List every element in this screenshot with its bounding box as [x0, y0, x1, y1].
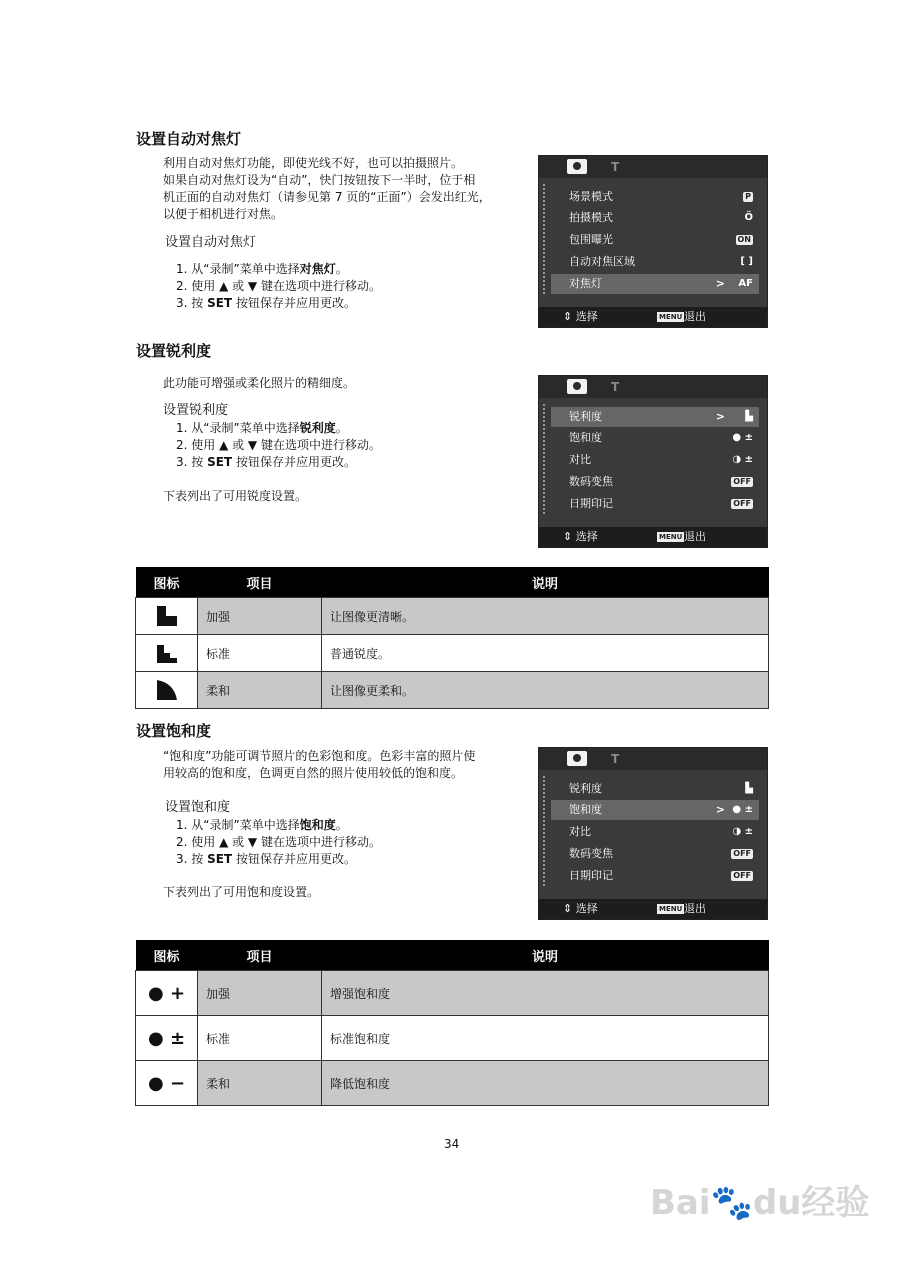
sharp-step2: 2. 使用 ▲ 或 ▼ 键在选项中进行移动。	[176, 438, 381, 452]
menu-row-af-light[interactable]: 对焦灯 > AF	[551, 274, 759, 294]
th-icon: 图标	[136, 567, 198, 598]
camera-screen-af: T 场景模式 P 拍摄模式 Ö 包围曝光 ON 自动对焦区域 [ ] 对焦灯 > AF ⇕ 选择 MENU 退出	[538, 155, 768, 328]
th-item: 项目	[198, 567, 322, 598]
sat-step1: 1. 从“录制”菜单中选择饱和度。	[176, 818, 348, 832]
menu-row-digital-zoom[interactable]: 数码变焦 OFF	[569, 847, 751, 860]
sharp-strong-icon	[156, 605, 178, 627]
sharpness-table	[135, 567, 769, 709]
th-desc: 说明	[322, 940, 769, 971]
menu-row-saturation[interactable]: 饱和度 > ● ±	[551, 800, 759, 820]
menu-row-date-stamp[interactable]: 日期印记 OFF	[569, 869, 751, 882]
cell-desc: 让图像更柔和。	[322, 672, 769, 709]
table-row	[136, 635, 769, 672]
settings-tab-icon: T	[611, 752, 620, 766]
settings-tab-icon: T	[611, 160, 620, 174]
af-description	[163, 155, 533, 223]
sat-para2: 用较高的饱和度，色调更自然的照片使用较低的饱和度。	[163, 766, 464, 780]
af-steps	[176, 261, 381, 312]
sharp-subtitle: 设置锐利度	[163, 403, 229, 418]
cell-item: 标准	[198, 635, 322, 672]
af-para4: 以便于相机进行对焦。	[163, 207, 284, 221]
cell-desc: 普通锐度。	[322, 635, 769, 672]
cell-item: 柔和	[198, 1061, 322, 1106]
saturation-low-icon: ● −	[147, 1072, 186, 1094]
af-para3: 机正面的自动对焦灯（请参见第 7 页的“正面”）会发出红光，	[163, 190, 491, 204]
menu-row-af-area[interactable]: 自动对焦区域 [ ]	[569, 255, 753, 268]
sat-step3: 3. 按 SET 按钮保存并应用更改。	[176, 852, 356, 866]
sharp-step1: 1. 从“录制”菜单中选择锐利度。	[176, 421, 348, 435]
menu-row-saturation[interactable]: 饱和度 ● ±	[569, 431, 753, 444]
cell-item: 加强	[198, 598, 322, 635]
cell-desc: 降低饱和度	[322, 1061, 769, 1106]
section-title-saturation: 设置饱和度	[136, 722, 212, 740]
section-title-af-light: 设置自动对焦灯	[136, 130, 242, 148]
cell-item: 标准	[198, 1016, 322, 1061]
sharp-soft-icon	[156, 679, 178, 701]
menu-row-drive-mode[interactable]: 拍摄模式 Ö	[569, 211, 753, 224]
sat-subtitle: 设置饱和度	[165, 800, 231, 815]
menu-row-contrast[interactable]: 对比 ◑ ±	[569, 453, 753, 466]
menu-row-sharpness[interactable]: 锐利度 ▙	[569, 782, 753, 795]
table-row	[136, 1016, 769, 1061]
table-row	[136, 672, 769, 709]
table-row	[136, 971, 769, 1016]
cell-item: 柔和	[198, 672, 322, 709]
th-desc: 说明	[322, 567, 769, 598]
af-para1: 利用自动对焦灯功能，即使光线不好，也可以拍摄照片。	[163, 156, 464, 170]
table-row	[136, 1061, 769, 1106]
af-step3: 3. 按 SET 按钮保存并应用更改。	[176, 296, 356, 310]
sat-para1: “饱和度”功能可调节照片的色彩饱和度。色彩丰富的照片使	[163, 749, 476, 763]
sat-table-note: 下表列出了可用饱和度设置。	[163, 885, 320, 899]
camera-tab-icon	[567, 379, 587, 394]
af-step2: 2. 使用 ▲ 或 ▼ 键在选项中进行移动。	[176, 279, 381, 293]
sharp-table-note: 下表列出了可用锐度设置。	[163, 489, 308, 503]
camera-screen-sharpness: T 锐利度 > ▙ 饱和度 ● ± 对比 ◑ ± 数码变焦 OFF 日期印记 OFF ⇕ 选择 MENU 退出	[538, 375, 768, 548]
menu-row-sharpness[interactable]: 锐利度 > ▙	[551, 407, 759, 427]
th-item: 项目	[198, 940, 322, 971]
menu-row-scene-mode[interactable]: 场景模式 P	[569, 190, 751, 203]
cell-desc: 让图像更清晰。	[322, 598, 769, 635]
menu-row-digital-zoom[interactable]: 数码变焦 OFF	[569, 475, 751, 488]
cell-desc: 标准饱和度	[322, 1016, 769, 1061]
af-para2: 如果自动对焦灯设为“自动”，快门按钮按下一半时，位于相	[163, 173, 476, 187]
sharp-steps	[176, 420, 381, 471]
sharp-normal-icon	[156, 642, 178, 664]
settings-tab-icon: T	[611, 380, 620, 394]
sat-steps	[176, 817, 381, 868]
section-title-sharpness: 设置锐利度	[136, 342, 212, 360]
sharp-description: 此功能可增强或柔化照片的精细度。	[163, 376, 356, 390]
watermark-logo: Bai🐾du经验	[650, 1183, 870, 1223]
camera-tab-icon	[567, 751, 587, 766]
th-icon: 图标	[136, 940, 198, 971]
menu-row-bracket[interactable]: 包围曝光 ON	[569, 233, 751, 246]
camera-tab-icon	[567, 159, 587, 174]
af-step1: 1. 从“录制”菜单中选择对焦灯。	[176, 262, 348, 276]
camera-screen-saturation: T 锐利度 ▙ 饱和度 > ● ± 对比 ◑ ± 数码变焦 OFF 日期印记 OFF ⇕ 选择 MENU 退出	[538, 747, 768, 920]
saturation-table	[135, 940, 769, 1106]
page-number: 34	[444, 1137, 460, 1151]
saturation-normal-icon: ● ±	[147, 1027, 186, 1049]
saturation-high-icon: ● +	[147, 982, 186, 1004]
table-row	[136, 598, 769, 635]
menu-row-contrast[interactable]: 对比 ◑ ±	[569, 825, 753, 838]
sharp-step3: 3. 按 SET 按钮保存并应用更改。	[176, 455, 356, 469]
cell-desc: 增强饱和度	[322, 971, 769, 1016]
sat-description	[163, 748, 533, 782]
cell-item: 加强	[198, 971, 322, 1016]
af-subtitle: 设置自动对焦灯	[165, 235, 257, 250]
menu-row-date-stamp[interactable]: 日期印记 OFF	[569, 497, 751, 510]
sat-step2: 2. 使用 ▲ 或 ▼ 键在选项中进行移动。	[176, 835, 381, 849]
